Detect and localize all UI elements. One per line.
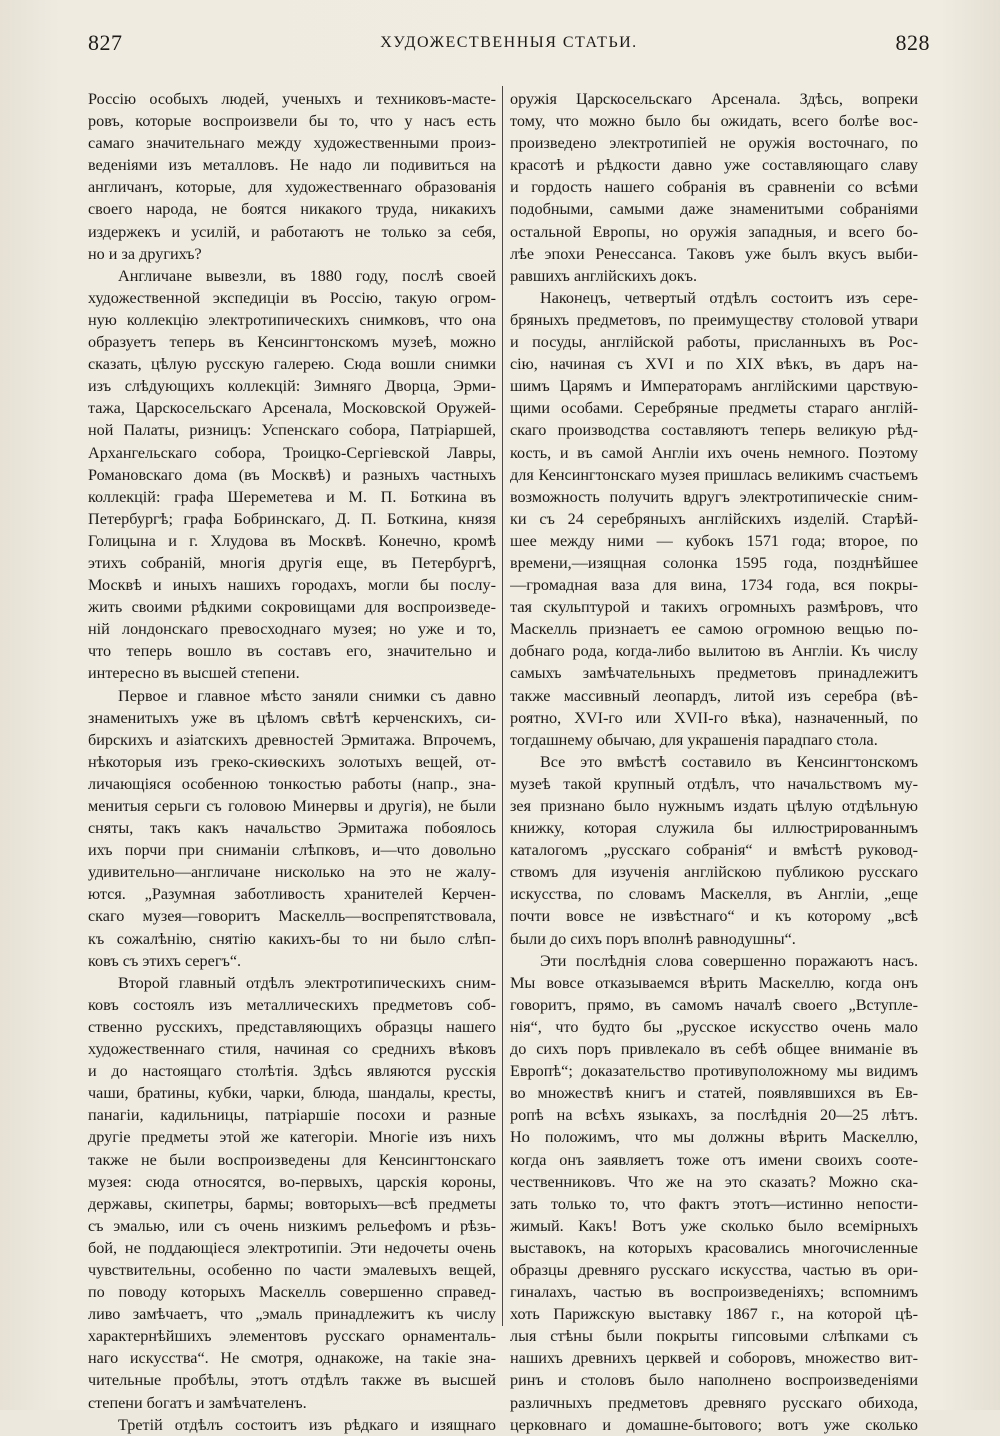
text-line: удивительно—англичане нисколько на это не жалу- (88, 863, 496, 882)
text-line: нія“, что будто бы „русское искусство очень мало (510, 1017, 918, 1036)
text-line: съ эмалью, или съ очень низкимъ рельефомъ и рѣзь- (88, 1216, 496, 1235)
text-line: различныхъ предметовъ древняго русскаго обихода, (510, 1393, 918, 1412)
text-line: добнаго рода, когда-либо вылитою въ Англіи. Къ числу (510, 642, 918, 661)
text-line: Англичане вывезли, въ 1880 году, послѣ своей (118, 266, 496, 285)
text-line: Архангельскаго собора, Троицко-Сергіевской Лавры, (88, 443, 496, 462)
text-line: тажа, Царскосельскаго Арсенала, Московской Оружей- (88, 399, 496, 418)
left-page-number: 827 (88, 30, 123, 55)
text-line: лыя стѣны были покрыты гипсовыми слѣпками съ (510, 1327, 918, 1346)
text-line: также массивный леопардъ, литой изъ серебра (вѣ- (510, 686, 918, 705)
text-line: характернѣйшихъ элементовъ русскаго орнаменталь- (88, 1327, 496, 1346)
text-line: музея: сюда относятся, во-первыхъ, царскія короны, (88, 1172, 496, 1191)
text-line: чественниковъ. Что же на это сказать? Можно ска- (510, 1172, 918, 1191)
text-line: Петербургѣ; графа Бобринскаго, Д. П. Боткина, князя (88, 509, 496, 528)
text-line: сказать, цѣлую русскую галерею. Сюда вошли снимки (88, 355, 496, 374)
text-line: чувствительны, особенно по части эмалевыхъ вещей, (88, 1260, 496, 1279)
text-line: зея признано было нужнымъ издать цѣлую отдѣльную (510, 797, 918, 815)
text-line: остальной Европы, но оружія западныя, и всего бо- (510, 222, 918, 241)
text-line: Все это вмѣстѣ составило въ Кенсингтонскомъ (540, 752, 918, 771)
text-line: образуетъ теперь въ Кенсингтонскомъ музеѣ, можно (88, 333, 496, 352)
text-line: ковъ состоялъ изъ металлическихъ предметовъ соб- (88, 995, 496, 1014)
text-line: искусства, по словамъ Маскелля, въ Англіи, „еще (510, 885, 918, 904)
text-line: Второй главный отдѣлъ электротипическихъ сним- (118, 973, 496, 992)
text-line: менитыя серьги съ головою Минервы и другія), не были (88, 797, 496, 815)
text-line: издержекъ и усилій, и работаютъ не только за себя, (88, 222, 496, 241)
text-line: роятно, XVI-го или XVII-го вѣка), назначенный, по (510, 708, 918, 727)
text-line: шее между ними — кубокъ 1571 года; второе, по (510, 531, 918, 550)
page-header (88, 30, 930, 64)
text-line: красотѣ и рѣдкости давно уже составляющаго славу (510, 156, 918, 175)
text-line: почти вовсе не извѣстнаго“ и къ которому „всѣ (510, 907, 918, 926)
text-line: самыхъ замѣчательныхъ предметовъ принадлежитъ (510, 664, 918, 683)
text-line: образцы древняго русскаго искусства, частью въ ори- (510, 1260, 918, 1279)
text-line: также не были воспроизведены для Кенсингтонскаго (88, 1150, 496, 1169)
text-line: по поводу которыхъ Маскелль совершенно справед- (88, 1283, 496, 1302)
text-line: ихъ порчи при сниманіи слѣпковъ, и—что довольно (88, 841, 496, 860)
text-line: ной Палаты, ризницъ: Успенскаго собора, Патріаршей, (88, 421, 496, 440)
text-line: книжку, которая служила бы иллюстрированнымъ (510, 819, 918, 838)
text-line: каталогомъ „русскаго собранія“ и вмѣстѣ руковод- (510, 841, 918, 860)
text-line: и гордость нашего собранія въ сравненіи со всѣми (510, 178, 918, 197)
text-line: церковнаго и домашне-бытового; вотъ уже сколько (510, 1415, 918, 1434)
text-line: возможность получить вдругъ электротипическіе сним- (510, 487, 918, 506)
text-line: Но положимъ, что мы должны вѣрить Маскеллю, (510, 1128, 918, 1147)
text-line: тому, что можно было бы ожидать, всего болѣе вос- (510, 112, 918, 131)
text-line: веденіями изъ металловъ. Не надо ли подивиться на (88, 156, 496, 175)
text-line: своего народа, не боятся никакого труда, никакихъ (88, 200, 496, 219)
text-line: ственно русскихъ, представляющихъ образцы нашего (88, 1017, 496, 1036)
text-line: для Кенсингтонскаго музея пришлась великимъ счастьемъ (510, 465, 918, 484)
text-line: ки съ 24 серебряныхъ англійскихъ изделій. Старѣй- (510, 509, 918, 528)
text-line: и посуды, англійской работы, присланныхъ въ Рос- (510, 333, 918, 352)
text-line: и до настоящаго столѣтія. Здѣсь являются русскія (88, 1062, 496, 1081)
text-line: тогдашнему обычаю, для украшенія парадпаго стола. (510, 730, 878, 749)
text-line: лѣе эпохи Ренессанса. Таковъ уже былъ вкусъ выби- (510, 244, 918, 263)
text-line: изъ слѣдующихъ коллекцій: Зимняго Дворца, Эрми- (88, 377, 496, 396)
text-line: чительные пробѣлы, этотъ отдѣлъ также въ высшей (88, 1371, 496, 1390)
text-line: но и за другихъ? (88, 244, 202, 263)
text-line: гиналахъ, частью въ воспроизведеніяхъ; вспомнимъ (510, 1283, 918, 1302)
text-line: когда онъ заявляетъ тоже отъ имени своихъ соотe- (510, 1150, 918, 1169)
text-line: музеѣ такой крупный отдѣлъ, что начальствомъ му- (510, 774, 918, 793)
text-line: ровъ, которые воспроизвели бы то, что у насъ есть (88, 112, 496, 131)
text-line: художественной экспедиціи въ Россію, такую огром- (88, 288, 496, 307)
right-page-number: 828 (895, 30, 930, 55)
text-line: Третій отдѣлъ состоитъ изъ рѣдкаго и изящнаго (118, 1415, 496, 1434)
text-line: личающіяся особенною тонкостью работы (напр., зна- (88, 774, 496, 793)
text-line: были до сихъ поръ вполнѣ равнодушны“. (510, 929, 796, 948)
text-line: Романовскаго дома (въ Москвѣ) и разныхъ частныхъ (88, 465, 496, 484)
running-title: ХУДОЖЕСТВЕННЫЯ СТАТЬИ. (380, 34, 638, 51)
text-line: сію, начиная съ XVI и по XIX вѣкъ, въ даръ на- (510, 355, 918, 374)
text-line: жить своими рѣдкими сокровищами для воспроизведе- (88, 598, 496, 617)
text-line: говоритъ, прямо, въ самомъ началѣ своего „Вступле- (510, 995, 918, 1014)
text-line: ются. „Разумная заботливость хранителей Керчен- (88, 885, 496, 904)
text-line: времени,—изящная солонка 1595 года, позднѣйшее (510, 553, 918, 572)
column-divider (502, 86, 503, 1326)
text-line: что теперь вошло въ составъ его, значительно и (88, 642, 496, 661)
text-line: интересно въ высшей степени. (88, 664, 300, 683)
text-line: во множествѣ книгъ и статей, появлявшихся въ Ев- (510, 1084, 918, 1103)
text-line: ствомъ для изученія англійскою публикою русскаго (510, 863, 918, 882)
text-line: знаменитыхъ уже въ цѣломъ свѣтѣ керченскихъ, си- (88, 708, 496, 727)
text-line: Мы вовсе отказываемся вѣрить Маскеллю, когда онъ (510, 973, 918, 992)
text-line: къ сожалѣнію, снятію какихъ-бы то ни было слѣп- (88, 929, 496, 948)
text-line: ринъ и столовъ было наполнено воспроизведеніями (510, 1371, 918, 1390)
text-line: сняты, такъ какъ начальство Эрмитажа побоялось (88, 819, 496, 838)
text-line: ную коллекцію электротипическихъ снимковъ, что она (88, 310, 496, 329)
text-line: до сихъ поръ привлекало въ себѣ общее вниманіе въ (510, 1040, 918, 1059)
left-text-column (88, 88, 496, 1436)
text-line: —громадная ваза для вина, 1734 года, вся покры- (510, 576, 918, 595)
text-line: выставокъ, на которыхъ красовались многочисленные (510, 1238, 918, 1257)
text-line: равшихъ англійскихъ докъ. (510, 266, 698, 285)
text-line: ропѣ на всѣхъ языкахъ, за послѣднія 20—25 лѣтъ. (510, 1106, 918, 1125)
text-line: степени богатъ и замѣчателенъ. (88, 1393, 307, 1412)
text-line: бой, не поддающіеся электротипіи. Эти недочеты очень (88, 1238, 496, 1257)
text-line: шимъ Царямъ и Императорамъ англійскими царствую- (510, 377, 918, 396)
text-line: скаго производства составляютъ теперь великую рѣд- (510, 421, 918, 440)
text-line: Россію особыхъ людей, ученыхъ и техниковъ-масте- (88, 90, 496, 108)
text-line: наго искусства“. Не смотря, однакоже, на такіе зна- (88, 1349, 496, 1368)
text-line: Наконецъ, четвертый отдѣлъ состоитъ изъ сере- (540, 288, 918, 307)
text-line: Первое и главное мѣсто заняли снимки съ давно (118, 686, 496, 705)
text-line: тая скульптурой и такихъ огромныхъ размѣровъ, что (510, 598, 918, 617)
text-line: подобными, самыми даже знаменитыми собраніями (510, 200, 918, 219)
text-line: хоть Парижскую выставку 1867 г., на которой цѣ- (510, 1305, 918, 1324)
text-line: зать только то, что фактъ этотъ—истинно непости- (510, 1194, 918, 1213)
text-line: Европѣ“; доказательство противуположному мы видимъ (510, 1062, 918, 1081)
text-line: Эти послѣднія слова совершенно поражаютъ насъ. (540, 951, 918, 970)
text-line: жимый. Какъ! Вотъ уже сколько было всемірныхъ (510, 1216, 918, 1235)
text-line: самаго значительнаго между художественными произ- (88, 134, 496, 153)
text-line: бряныхъ предметовъ, по преимуществу столовой утвари (510, 310, 918, 329)
text-line: ній лондонскаго превосходнаго музея; но уже и то, (88, 620, 496, 639)
text-line: произведено электротипіей не оружія восточнаго, по (510, 134, 918, 153)
text-line: скаго музея—говоритъ Маскелль—воспрепятствовала, (88, 907, 496, 926)
text-line: другіе предметы этой же категоріи. Многіе изъ нихъ (88, 1128, 496, 1147)
text-line: Москвѣ и иныхъ нашихъ городахъ, могли бы послу- (88, 576, 496, 595)
text-line: щими особами. Серебряные предметы стараго англій- (510, 399, 918, 418)
text-line: художественнаго стиля, начиная со среднихъ вѣковъ (88, 1040, 496, 1059)
text-line: этихъ собраній, многія другія еще, въ Петербургѣ, (88, 553, 496, 572)
text-line: панагіи, кадильницы, патріаршіе посохи и разные (88, 1106, 496, 1125)
text-line: чаши, братины, кубки, чарки, блюда, шандалы, кресты, (88, 1084, 496, 1103)
text-line: нашихъ древнихъ церквей и соборовъ, множество вит- (510, 1349, 918, 1368)
text-line: англичанъ, которые, для художественнаго образованія (88, 178, 496, 197)
text-line: ливо замѣчаетъ, что „эмаль принадлежитъ къ числу (88, 1305, 496, 1324)
text-line: коллекцій: графа Шереметева и М. П. Боткина въ (88, 487, 496, 506)
text-line: ковъ съ этихъ серегъ“. (88, 951, 242, 970)
text-line: нѣкоторыя изъ греко-скиѳскихъ золотыхъ вещей, от- (88, 752, 496, 771)
text-line: державы, скипетры, бармы; вовторыхъ—всѣ предметы (88, 1194, 496, 1213)
text-line: бирскихъ и азіатскихъ древностей Эрмитажа. Впрочемъ, (88, 730, 496, 749)
text-line: Голицына и г. Хлудова въ Москвѣ. Конечно, кромѣ (88, 531, 496, 550)
text-line: кость, и въ самой Англіи ихъ очень немного. Поэтому (510, 443, 918, 462)
right-text-column (510, 88, 918, 1436)
text-line: оружія Царскосельскаго Арсенала. Здѣсь, вопреки (510, 90, 918, 108)
text-line: Маскелль признаетъ ее самою огромною вещью по- (510, 620, 918, 639)
